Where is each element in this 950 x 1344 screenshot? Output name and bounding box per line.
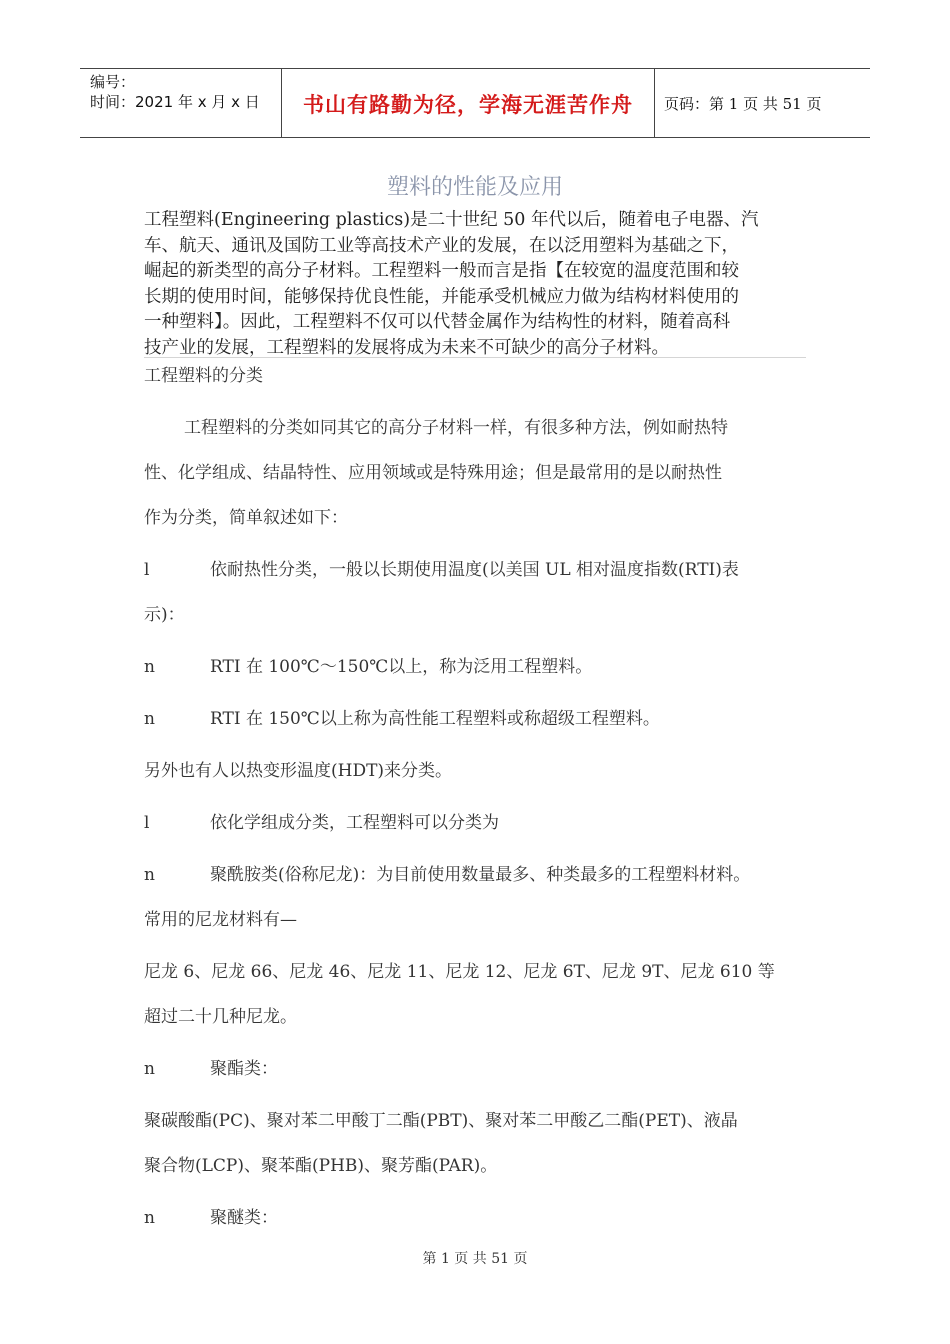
divider <box>144 357 806 358</box>
sub-item-text: 聚酯类： <box>210 1059 278 1079</box>
sub-item-polyether <box>144 1203 278 1228</box>
list-item-heat <box>144 555 739 580</box>
bullet-marker: n <box>144 865 155 885</box>
number-label: 编号： <box>90 73 136 91</box>
intro-line: 一种塑料】。因此，工程塑料不仅可以代替金属作为结构性的材料，随着高科 <box>144 312 731 332</box>
bullet-marker: l <box>144 813 150 833</box>
intro-line: 崛起的新类型的高分子材料。工程塑料一般而言是指【在较宽的温度范围和较 <box>144 261 739 281</box>
sub-item-polyester <box>144 1054 278 1079</box>
intro-line: 技产业的发展，工程塑料的发展将成为未来不可缺少的高分子材料。 <box>144 337 669 358</box>
intro-line: 长期的使用时间，能够保持优良性能，并能承受机械应力做为结构材料使用的 <box>144 286 739 307</box>
para-line: 作为分类，简单叙述如下： <box>144 508 348 528</box>
polyester-list: 聚碳酸酯(PC)、聚对苯二甲酸丁二酯(PBT)、聚对苯二甲酸乙二酯(PET)、液晶 <box>144 1111 738 1131</box>
bullet-marker: n <box>144 657 155 677</box>
document-header <box>80 68 870 138</box>
nylon-more: 超过二十几种尼龙。 <box>144 1007 297 1027</box>
list-item-cont: 示)： <box>144 605 185 625</box>
sub-item-nylon <box>144 860 750 885</box>
list-item-chem <box>144 808 499 833</box>
bullet-marker: n <box>144 709 155 729</box>
intro-line: 工程塑料(Engineering plastics)是二十世纪 50 年代以后，随着电子电器、汽 <box>144 210 759 230</box>
sub-item <box>144 652 592 677</box>
header-motto-cell <box>281 69 655 137</box>
para-line: 性、化学组成、结晶特性、应用领域或是特殊用途；但是最常用的是以耐热性 <box>144 463 722 483</box>
header-page-cell <box>655 69 870 137</box>
sub-item-text: RTI 在 100℃～150℃以上，称为泛用工程塑料。 <box>210 657 593 677</box>
document-title: 塑料的性能及应用 <box>386 175 563 200</box>
bullet-marker: l <box>144 560 150 580</box>
page-info: 页码：第 1 页 共 51 页 <box>664 95 822 113</box>
sub-item-text: 聚酰胺类(俗称尼龙)：为目前使用数量最多、种类最多的工程塑料材料。 <box>210 865 751 885</box>
motto: 书山有路勤为径，学海无涯苦作舟 <box>303 93 633 117</box>
header-meta <box>80 69 280 137</box>
para-line: 工程塑料的分类如同其它的高分子材料一样，有很多种方法，例如耐热特 <box>184 418 728 438</box>
date-label: 时间：2021 年 x 月 x 日 <box>90 93 260 111</box>
nylon-list: 尼龙 6、尼龙 66、尼龙 46、尼龙 11、尼龙 12、尼龙 6T、尼龙 9T、尼龙 610 等 <box>144 962 775 982</box>
sub-item-text: RTI 在 150℃以上称为高性能工程塑料或称超级工程塑料。 <box>210 709 660 729</box>
sub-item-text: 聚醚类： <box>210 1208 278 1228</box>
list-item-text: 依耐热性分类，一般以长期使用温度(以美国 UL 相对温度指数(RTI)表 <box>210 560 739 580</box>
intro-line: 车、航天、通讯及国防工业等高技术产业的发展，在以泛用塑料为基础之下， <box>144 235 739 256</box>
page-footer: 第 1 页 共 51 页 <box>422 1251 528 1267</box>
nylon-common: 常用的尼龙材料有— <box>144 910 297 930</box>
sub-item <box>144 704 660 729</box>
intro-paragraph <box>144 208 814 361</box>
list-item-text: 依化学组成分类，工程塑料可以分类为 <box>210 813 499 833</box>
polyester-list: 聚合物(LCP)、聚苯酯(PHB)、聚芳酯(PAR)。 <box>144 1156 498 1176</box>
section-heading: 工程塑料的分类 <box>144 366 263 386</box>
hdt-line: 另外也有人以热变形温度(HDT)来分类。 <box>144 761 453 781</box>
bullet-marker: n <box>144 1059 155 1079</box>
bullet-marker: n <box>144 1208 155 1228</box>
